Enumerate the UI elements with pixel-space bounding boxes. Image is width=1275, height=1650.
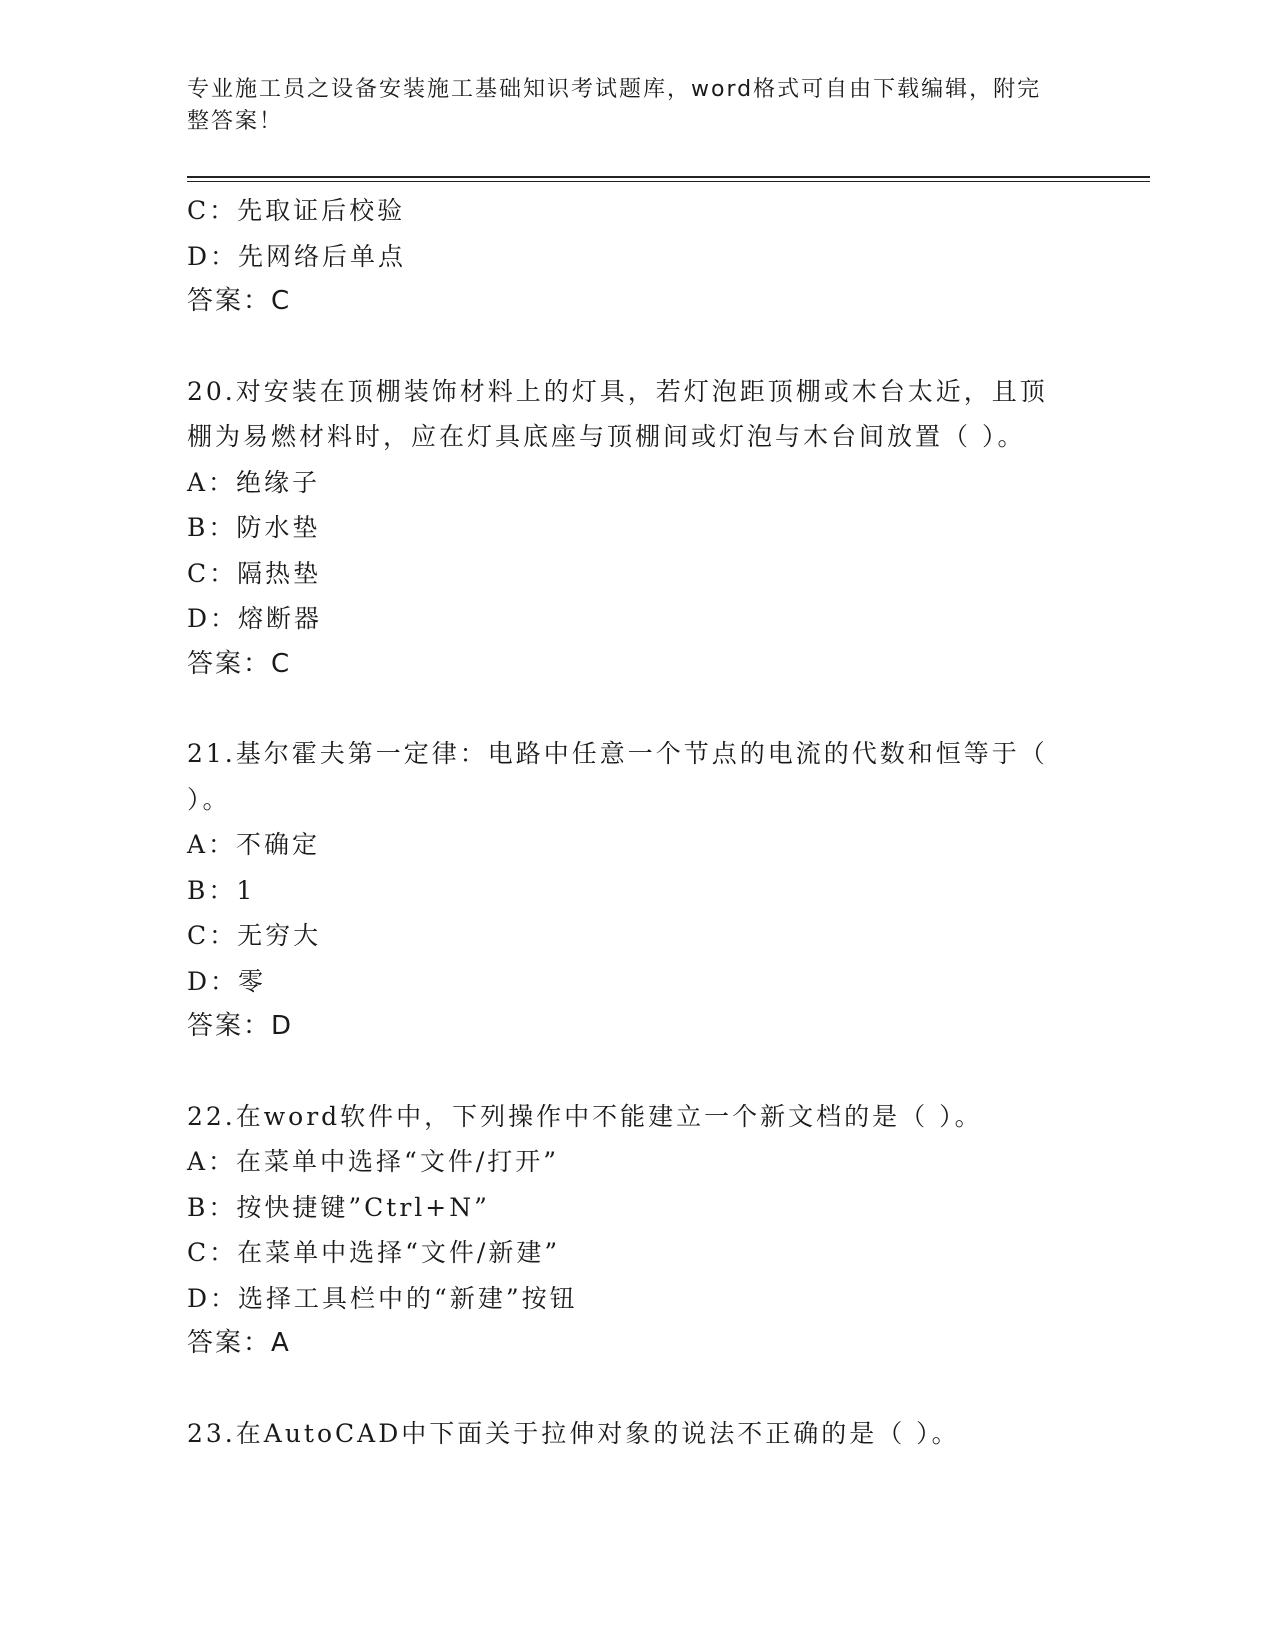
question-line: C：隔热垫 <box>187 558 322 588</box>
question-line: 棚为易燃材料时，应在灯具底座与顶棚间或灯泡与木台间放置（ ）。 <box>187 422 1026 451</box>
question-text: 22.在word软件中，下列操作中不能建立一个新文档的是（ ）。 <box>187 1101 983 1131</box>
question-block <box>187 731 1087 1050</box>
header-line-1: 专业施工员之设备安装施工基础知识考试题库，word格式可自由下载编辑，附完 <box>187 77 1042 102</box>
header-rule <box>187 176 1150 178</box>
block-gap <box>187 1050 1087 1094</box>
header-rule-thin <box>187 181 1150 182</box>
question-line: B：1 <box>187 875 256 905</box>
question-line: C：先取证后校验 <box>187 196 406 225</box>
question-line: B：防水垫 <box>187 513 321 542</box>
question-line: ）。 <box>187 784 231 814</box>
header-line-2: 整答案！ <box>187 109 284 134</box>
block-gap <box>187 687 1087 731</box>
question-text: 21.基尔霍夫第一定律：电路中任意一个节点的电流的代数和恒等于（ <box>187 739 1048 768</box>
question-block <box>187 1094 1087 1367</box>
answer-line: 答案：C <box>187 648 292 679</box>
question-text: 23.在AutoCAD中下面关于拉伸对象的说法不正确的是（ ）。 <box>187 1418 960 1448</box>
question-line: D：先网络后单点 <box>187 241 407 271</box>
question-line: D：选择工具栏中的“新建”按钮 <box>187 1283 578 1313</box>
question-text: 20.对安装在顶棚装饰材料上的灯具，若灯泡距顶棚或木台太近，且顶 <box>187 376 1048 406</box>
block-gap <box>187 1367 1087 1411</box>
question-line: D：熔断器 <box>187 604 323 633</box>
question-block <box>187 188 1087 325</box>
question-block <box>187 1411 1087 1457</box>
question-list <box>187 188 1087 1456</box>
question-line: C：无穷大 <box>187 921 322 950</box>
question-line: D：零 <box>187 966 267 996</box>
block-gap <box>187 325 1087 369</box>
document-header <box>187 74 1087 138</box>
answer-line: 答案：A <box>187 1328 291 1358</box>
question-line: A：在菜单中选择“文件/打开” <box>187 1147 560 1176</box>
question-line: A：不确定 <box>187 830 321 859</box>
answer-line: 答案：D <box>187 1011 294 1041</box>
question-line: A：绝缘子 <box>187 467 321 497</box>
question-line: B：按快捷键”Ctrl+N” <box>187 1192 490 1222</box>
question-line: C：在菜单中选择“文件/新建” <box>187 1238 561 1267</box>
answer-line: 答案：C <box>187 286 292 316</box>
question-block <box>187 369 1087 688</box>
